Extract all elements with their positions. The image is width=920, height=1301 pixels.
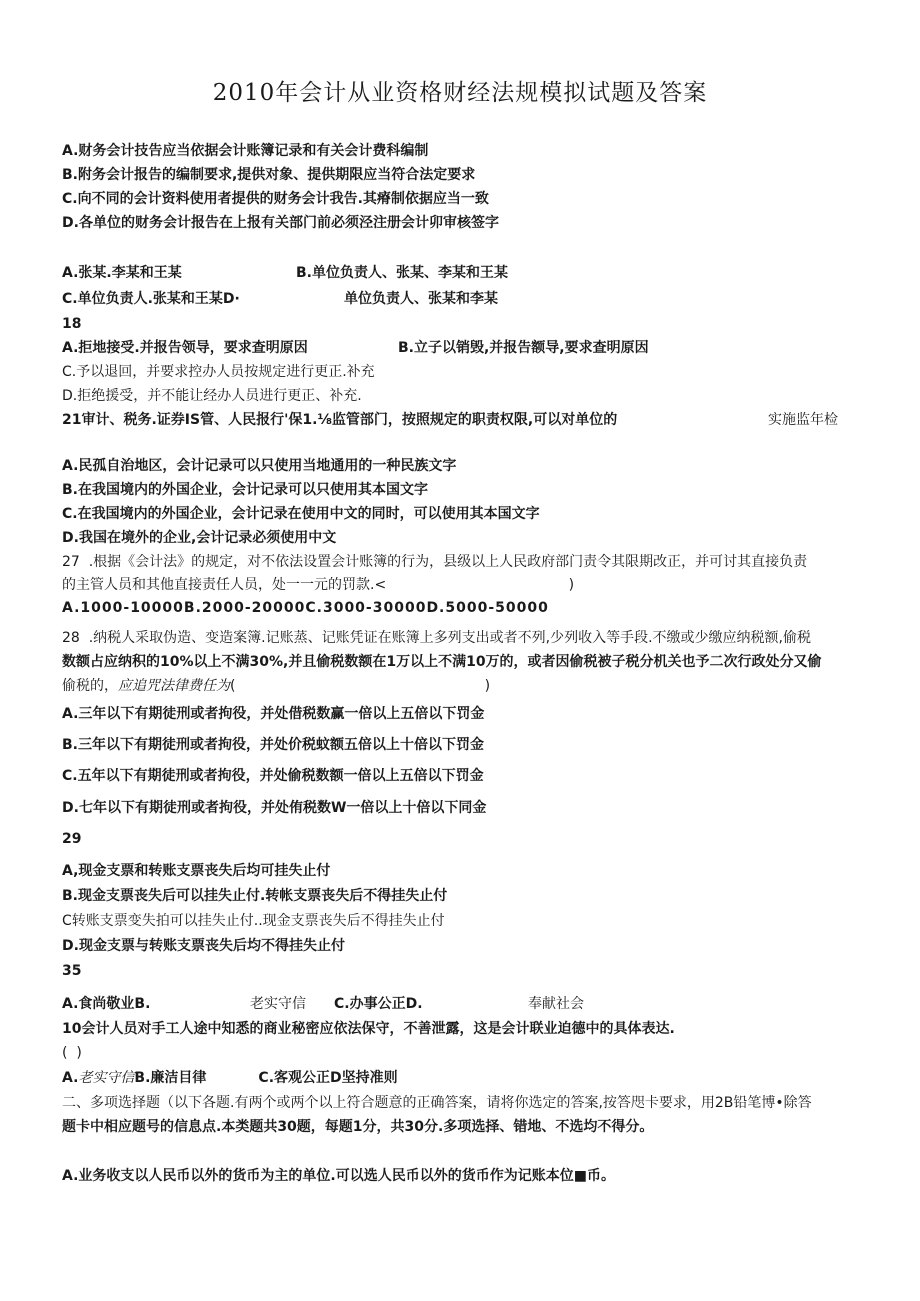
- question-text: 的主管人员和其他直接责任人员，处一一元的罚款.< ): [62, 577, 575, 593]
- option-line: C.五年以下有期徒刑或者拘役，并处偷税数额一倍以上五倍以下罚金: [62, 768, 484, 784]
- option-text: C.客观公正D坚持准则: [258, 1070, 398, 1086]
- question-text: [62, 677, 490, 695]
- question-text: 21审计、税务.证券IS管、人民报行'保1.⅛监管部门，按照规定的职责权限,可以对单位的: [62, 412, 618, 428]
- option-text: B.廉洁目律: [134, 1070, 207, 1086]
- option-line: [62, 1069, 398, 1087]
- option-line: D.我国在境外的企业,会计记录必须使用中文: [62, 530, 337, 546]
- option-line: A.业务收支以人民币以外的货币为主的单位.可以选人民币以外的货币作为记账本位■币。: [62, 1168, 615, 1184]
- option-line: D.现金支票与转账支票丧失后均不得挂失止付: [62, 938, 345, 954]
- option-line: A.民孤自治地区，会计记录可以只使用当地通用的一种民族文字: [62, 458, 457, 474]
- option-line: C.单位负责人.张某和王某D·: [62, 291, 240, 307]
- question-number: 35: [62, 963, 82, 979]
- option-line: B.现金支票丧失后可以挂失止付.转帐支票丧失后不得挂失止付: [62, 888, 448, 904]
- option-line: 老实守信: [250, 996, 306, 1012]
- option-line: 奉献社会: [528, 996, 584, 1012]
- option-line: B.在我国境内的外国企业，会计记录可以只使用其本国文字: [62, 482, 428, 498]
- question-number: 29: [62, 831, 82, 847]
- option-text-italic: 老实守信: [78, 1070, 135, 1086]
- option-line: A.张某.李某和王某: [62, 265, 182, 281]
- page-title: 2010年会计从业资格财经法规模拟试题及答案: [212, 80, 708, 106]
- option-line: D.拒绝援受，并不能让经办人员进行更正、补充.: [62, 388, 362, 404]
- answer-blank: ( ): [62, 1045, 82, 1061]
- section-heading: 二、多项选择题（以下各题.有两个或两个以上符合题意的正确答案，请将你选定的答案,按答咫卡要求，用2B铅笔博•除答: [62, 1095, 812, 1111]
- option-line: C转账支票变失拍可以挂失止付..现金支票丧失后不得挂失止付: [62, 913, 445, 929]
- question-text: 10会计人员对手工人途中知悉的商业秘密应依法保守，不善泄露，这是会计联业迫德中的具体表达.: [62, 1021, 675, 1037]
- option-line: D.七年以下有期徒刑或者拘役，并处侑税数W一倍以上十倍以下同金: [62, 800, 487, 816]
- question-text-italic: 应追咒法律费任为: [118, 678, 230, 694]
- question-text: 实施监年检: [768, 412, 838, 428]
- option-line: A.1000-10000B.2000-20000C.3000-30000D.5000-50000: [62, 600, 549, 616]
- option-line: B.单位负责人、张某、李某和王某: [296, 265, 508, 281]
- section-heading: 题卡中相应题号的信息点.本类题共30题，每题1分，共30分.多项选择、错地、不选均不得分。: [62, 1119, 654, 1135]
- option-line: C.在我国境内的外国企业，会计记录在使用中文的同时，可以使用其本国文字: [62, 506, 540, 522]
- question-number: 18: [62, 316, 82, 332]
- option-line: A.食尚敬业B.: [62, 996, 151, 1012]
- option-line: A.财务会计技告应当依据会计账簿记录和有关会计费科编制: [62, 143, 429, 159]
- option-line: D.各单位的财务会计报告在上报有关部门前必须泾注册会计卯审核签字: [62, 215, 499, 231]
- option-letter: A.: [62, 1070, 79, 1086]
- question-text: 数额占应纳积的10%以上不满30%,并且偷税数额在1万以上不满10万的，或者因偷税被子税分机关也予二次行政处分又偷: [62, 654, 822, 670]
- option-line: C.予以退回，并要求控办人员按规定进行更正.补充: [62, 364, 375, 380]
- option-line: 单位负责人、张某和李某: [344, 291, 498, 307]
- question-text: 27 .根据《会计法》的规定，对不依法设置会计账簿的行为，县级以上人民政府部门责令其限期改正，并可讨其直接负责: [62, 554, 808, 570]
- question-text: 28 .纳税人采取伪造、变造案簿.记账蒸、记账凭证在账簿上多列支出或者不列,少列收入等手段.不缴或少缴应纳税额,偷税: [62, 630, 811, 646]
- question-text-lead: 偷税的，: [62, 678, 118, 694]
- option-line: B.三年以下有期徒刑或者拘役，并处价税蚊额五倍以上十倍以下罚金: [62, 737, 484, 753]
- option-line: A.三年以下有期徒刑或者拘役，并处借税数赢一倍以上五倍以下罚金: [62, 706, 485, 722]
- answer-blank: ( ): [230, 678, 491, 694]
- option-line: A,现金支票和转账支票丧失后均可挂失止付: [62, 863, 331, 879]
- option-line: C.办事公正D.: [334, 996, 423, 1012]
- option-line: B.立子以销毁,并报告额导,要求查明原因: [398, 340, 649, 356]
- option-line: B.附务会计报告的编制要求,提供对象、提供期限应当符合法定要求: [62, 167, 476, 183]
- option-line: A.拒地接受.并报告领导，要求查明原因: [62, 340, 308, 356]
- option-line: C.向不同的会计资料使用者提供的财务会计我告.其瘠制依据应当一致: [62, 191, 489, 207]
